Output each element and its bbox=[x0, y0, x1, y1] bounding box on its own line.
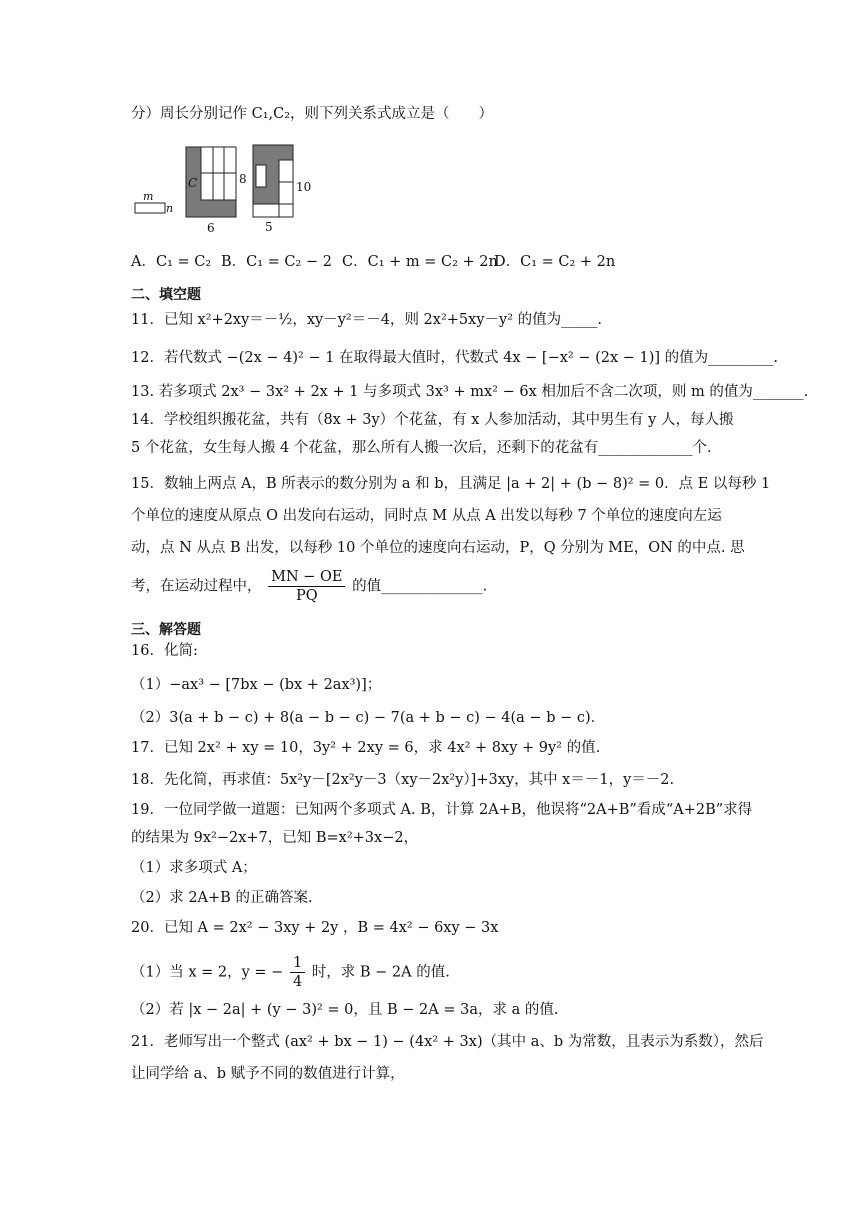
q16-part2: （2）3(a + b − c) + 8(a − b − c) − 7(a + b − c) − 4(a − b − c)． bbox=[131, 710, 606, 726]
q17-text: 17．已知 2x² + xy = 10，3y² + 2xy = 6，求 4x² + 8xy + 9y² 的值. bbox=[131, 740, 601, 756]
q15-line3: 动，点 N 从点 B 出发，以每秒 10 个单位的速度向右运动，P，Q 分别为 ME，ON 的中点. 思 bbox=[131, 540, 745, 556]
q19-line2: 的结果为 9x²−2x+7，已知 B=x²+3x−2， bbox=[131, 830, 419, 846]
q15-line2: 个单位的速度从原点 O 出发向右运动，同时点 M 从点 A 出发以每秒 7 个单位的速度向左运 bbox=[131, 508, 722, 524]
q20-fraction bbox=[290, 954, 305, 991]
q20-frac-num: 1 bbox=[290, 954, 305, 973]
q20-part1 bbox=[131, 954, 450, 991]
q20-frac-den: 4 bbox=[292, 974, 303, 990]
q15-frac-den: PQ bbox=[295, 588, 318, 604]
q13-text: 13. 若多项式 2x³ − 3x² + 2x + 1 与多项式 3x³ + mx² − 6x 相加后不含二次项，则 m 的值为_______. bbox=[131, 384, 809, 400]
q16-stem: 16．化简: bbox=[131, 643, 198, 659]
small-rect-n-label: n bbox=[166, 202, 174, 215]
small-rect-m-label: m bbox=[143, 190, 154, 203]
q14-line2: 5 个花盆，女生每人搬 4 个花盆，那么所有人搬一次后，还剩下的花盆有_____________个. bbox=[131, 440, 712, 456]
q20-part1-post: 时，求 B − 2A 的值. bbox=[311, 964, 450, 981]
q10-option-b: B．C₁ = C₂ − 2 bbox=[221, 254, 332, 270]
q10-figure bbox=[131, 140, 331, 235]
q18-text: 18．先化简，再求值：5x²y－[2x²y－3（xy－2x²y）]+3xy，其中 x＝－1，y＝－2. bbox=[131, 772, 675, 788]
fig1-c-label: C bbox=[188, 176, 198, 190]
q15-line4 bbox=[131, 568, 487, 605]
q19-line1: 19．一位同学做一道题：已知两个多项式 A. B，计算 2A+B，他误将“2A+B”看成“A+2B”求得 bbox=[131, 802, 753, 818]
q10-option-c: C．C₁ + m = C₂ + 2n bbox=[342, 254, 498, 270]
fig2-5-label: 5 bbox=[265, 220, 273, 234]
small-rect bbox=[135, 203, 165, 213]
q19-part1: （1）求多项式 A； bbox=[131, 860, 257, 876]
q16-part1: （1）−ax³ − [7bx − (bx + 2ax³)]； bbox=[131, 677, 382, 693]
q10-option-a: A．C₁ = C₂ bbox=[131, 254, 212, 270]
fig1-8-label: 8 bbox=[239, 172, 247, 186]
q10-option-d: D．C₁ = C₂ + 2n bbox=[494, 254, 616, 270]
q19-part2: （2）求 2A+B 的正确答案. bbox=[131, 890, 313, 906]
q20-part2: （2）若 |x − 2a| + (y − 3)² = 0，且 B − 2A = 3a，求 a 的值. bbox=[131, 1002, 559, 1018]
fig1-6-label: 6 bbox=[207, 221, 215, 235]
q21-line1: 21．老师写出一个整式 (ax² + bx − 1) − (4x² + 3x)（其中 a、b 为常数，且表示为系数），然后 bbox=[131, 1034, 764, 1050]
section-fill-blank-title: 二、填空题 bbox=[131, 287, 201, 303]
section-answer-title: 三、解答题 bbox=[131, 622, 201, 638]
q15-line1: 15．数轴上两点 A，B 所表示的数分别为 a 和 b，且满足 |a + 2| + (b − 8)² = 0．点 E 以每秒 1 bbox=[131, 476, 771, 492]
q15-line4-post: 的值______________. bbox=[352, 578, 488, 595]
q20-stem: 20．已知 A = 2x² − 3xy + 2y ，B = 4x² − 6xy − 3x bbox=[131, 920, 499, 936]
q15-fraction bbox=[268, 568, 345, 605]
q14-line1: 14．学校组织搬花盆，共有（8x + 3y）个花盆，有 x 人参加活动，其中男生有 y 人，每人搬 bbox=[131, 412, 734, 428]
q15-frac-num: MN − OE bbox=[268, 568, 345, 587]
q11-text: 11．已知 x²+2xy＝－½，xy－y²＝－4，则 2x²+5xy－y² 的值为_____. bbox=[131, 312, 602, 328]
q15-line4-pre: 考，在运动过程中， bbox=[131, 578, 262, 595]
fig2-10-label: 10 bbox=[296, 180, 312, 194]
q20-part1-pre: （1）当 x = 2，y = − bbox=[131, 964, 284, 981]
q10-stem: 分）周长分别记作 C₁,C₂，则下列关系式成立是（ ） bbox=[131, 106, 494, 122]
q12-text: 12．若代数式 −(2x − 4)² − 1 在取得最大值时，代数式 4x − [−x² − (2x − 1)] 的值为_________. bbox=[131, 350, 779, 366]
q21-line2: 让同学给 a、b 赋予不同的数值进行计算， bbox=[131, 1066, 405, 1082]
